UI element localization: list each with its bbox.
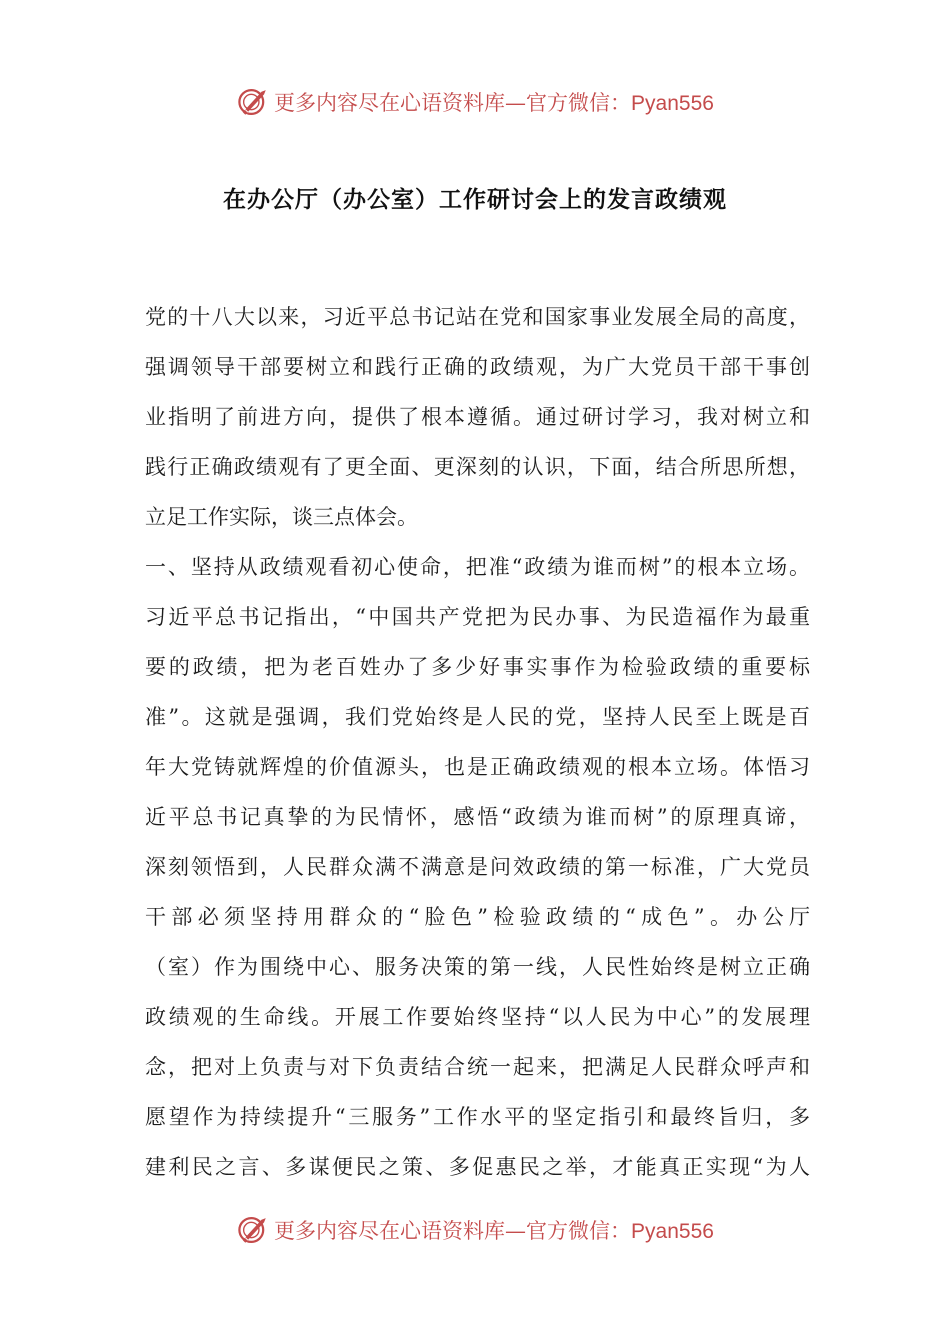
text-line: 政绩观的生命线。开展工作要始终坚持“以人民为中心”的发展理 [145,1005,810,1029]
header-banner [0,80,950,124]
pen-logo-icon [236,85,270,119]
document-body [145,292,810,1192]
text-line: 愿望作为持续提升“三服务”工作水平的坚定指引和最终旨归，多 [145,1105,810,1129]
text-line: 强调领导干部要树立和践行正确的政绩观，为广大党员干部干事创 [145,355,810,379]
text-line: 年大党铸就辉煌的价值源头，也是正确政绩观的根本立场。体悟习 [145,755,810,779]
section-heading: 一、坚持从政绩观看初心使命，把准“政绩为谁而树”的根本立场。 [145,555,810,579]
text-line: （室）作为围绕中心、服务决策的第一线，人民性始终是树立正确 [145,955,810,979]
text-line: 干部必须坚持用群众的“脸色”检验政绩的“成色”。办公厅 [145,905,810,929]
banner-label: 更多内容尽在心语资料库—官方微信： [274,1219,632,1243]
banner-label: 更多内容尽在心语资料库—官方微信： [274,91,632,115]
text-line: 近平总书记真挚的为民情怀，感悟“政绩为谁而树”的原理真谛， [145,805,810,829]
pen-logo-icon [236,1213,270,1247]
banner-text [274,87,714,117]
document-title: 在办公厅（办公室）工作研讨会上的发言政绩观 [223,187,727,213]
banner-text [274,1215,714,1245]
text-line: 深刻领悟到，人民群众满不满意是问效政绩的第一标准，广大党员 [145,855,810,879]
footer-banner [0,1208,950,1252]
text-line: 建利民之言、多谋便民之策、多促惠民之举，才能真正实现“为人 [145,1155,810,1179]
text-line: 要的政绩，把为老百姓办了多少好事实事作为检验政绩的重要标 [145,655,810,679]
text-line: 践行正确政绩观有了更全面、更深刻的认识，下面，结合所思所想， [145,455,810,479]
text-line: 准”。这就是强调，我们党始终是人民的党，坚持人民至上既是百 [145,705,810,729]
text-line: 党的十八大以来，习近平总书记站在党和国家事业发展全局的高度， [145,305,810,329]
text-line: 业指明了前进方向，提供了根本遵循。通过研讨学习，我对树立和 [145,405,810,429]
text-line: 立足工作实际，谈三点体会。 [145,505,418,529]
wechat-id: Pyan556 [631,1220,714,1243]
text-line: 习近平总书记指出，“中国共产党把为民办事、为民造福作为最重 [145,605,810,629]
text-line: 念，把对上负责与对下负责结合统一起来，把满足人民群众呼声和 [145,1055,810,1079]
wechat-id: Pyan556 [631,92,714,115]
